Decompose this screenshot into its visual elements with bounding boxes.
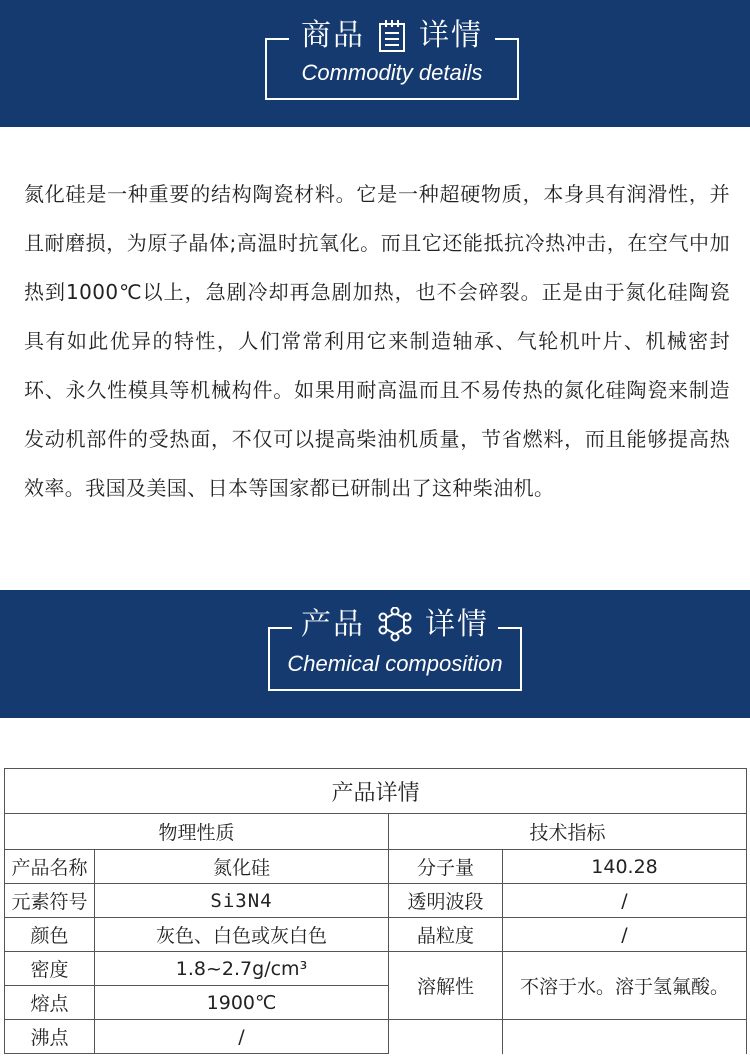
row-value: /	[503, 884, 747, 918]
row-label: 分子量	[389, 850, 503, 884]
table-row	[5, 952, 747, 986]
table-row	[5, 1020, 747, 1054]
molecule-icon	[377, 607, 413, 643]
product-spec-table	[4, 768, 747, 1054]
banner-subtitle: Commodity details	[301, 60, 483, 85]
row-label: 晶粒度	[389, 918, 503, 952]
row-label: 产品名称	[5, 850, 95, 884]
banner-title-left: 产品	[301, 607, 365, 642]
table-row	[5, 884, 747, 918]
table-title: 产品详情	[5, 769, 747, 814]
banner-title	[267, 14, 517, 58]
row-value: 140.28	[503, 850, 747, 884]
row-label: 透明波段	[389, 884, 503, 918]
product-description: 氮化硅是一种重要的结构陶瓷材料。它是一种超硬物质，本身具有润滑性，并且耐磨损，为原子晶体;高温时抗氧化。而且它还能抵抗冷热冲击，在空气中加热到1000℃以上，急剧冷却再急剧加热，也不会碎裂。正是由于氮化硅陶瓷具有如此优异的特性，人们常常利用它来制造轴承、气轮机叶片、机械密封环、永久性模具等机械构件。如果用耐高温而且不易传热的氮化硅陶瓷来制造发动机部件的受热面，不仅可以提高柴油机质量，节省燃料，而且能够提高热效率。我国及美国、日本等国家都已研制出了这种柴油机。	[24, 182, 730, 500]
row-label: 颜色	[5, 918, 95, 952]
chemical-composition-banner	[0, 590, 750, 718]
row-value: 1900℃	[95, 986, 389, 1020]
row-value: Si3N4	[95, 884, 389, 918]
title-frame	[265, 18, 519, 100]
row-value: 不溶于水。溶于氢氟酸。	[503, 952, 747, 1020]
row-label: 溶解性	[389, 952, 503, 1020]
table-row	[5, 850, 747, 884]
physical-properties-header: 物理性质	[5, 814, 389, 850]
row-value: 1.8~2.7g/cm³	[95, 952, 389, 986]
technical-specs-header: 技术指标	[389, 814, 747, 850]
row-value: /	[503, 918, 747, 952]
banner-title-right: 详情	[425, 607, 489, 642]
table-row	[5, 918, 747, 952]
commodity-details-banner	[0, 0, 750, 127]
empty-cell	[389, 1020, 503, 1054]
title-frame	[268, 607, 522, 691]
row-label: 密度	[5, 952, 95, 986]
banner-title	[270, 603, 520, 647]
row-value: 灰色、白色或灰白色	[95, 918, 389, 952]
banner-title-right: 详情	[419, 18, 483, 53]
banner-title-left: 商品	[301, 18, 365, 53]
banner-subtitle: Chemical composition	[287, 651, 503, 676]
row-label: 沸点	[5, 1020, 95, 1054]
row-value: /	[95, 1020, 389, 1054]
row-label: 熔点	[5, 986, 95, 1020]
empty-cell	[503, 1020, 747, 1054]
row-value: 氮化硅	[95, 850, 389, 884]
notepad-icon	[377, 19, 407, 53]
row-label: 元素符号	[5, 884, 95, 918]
